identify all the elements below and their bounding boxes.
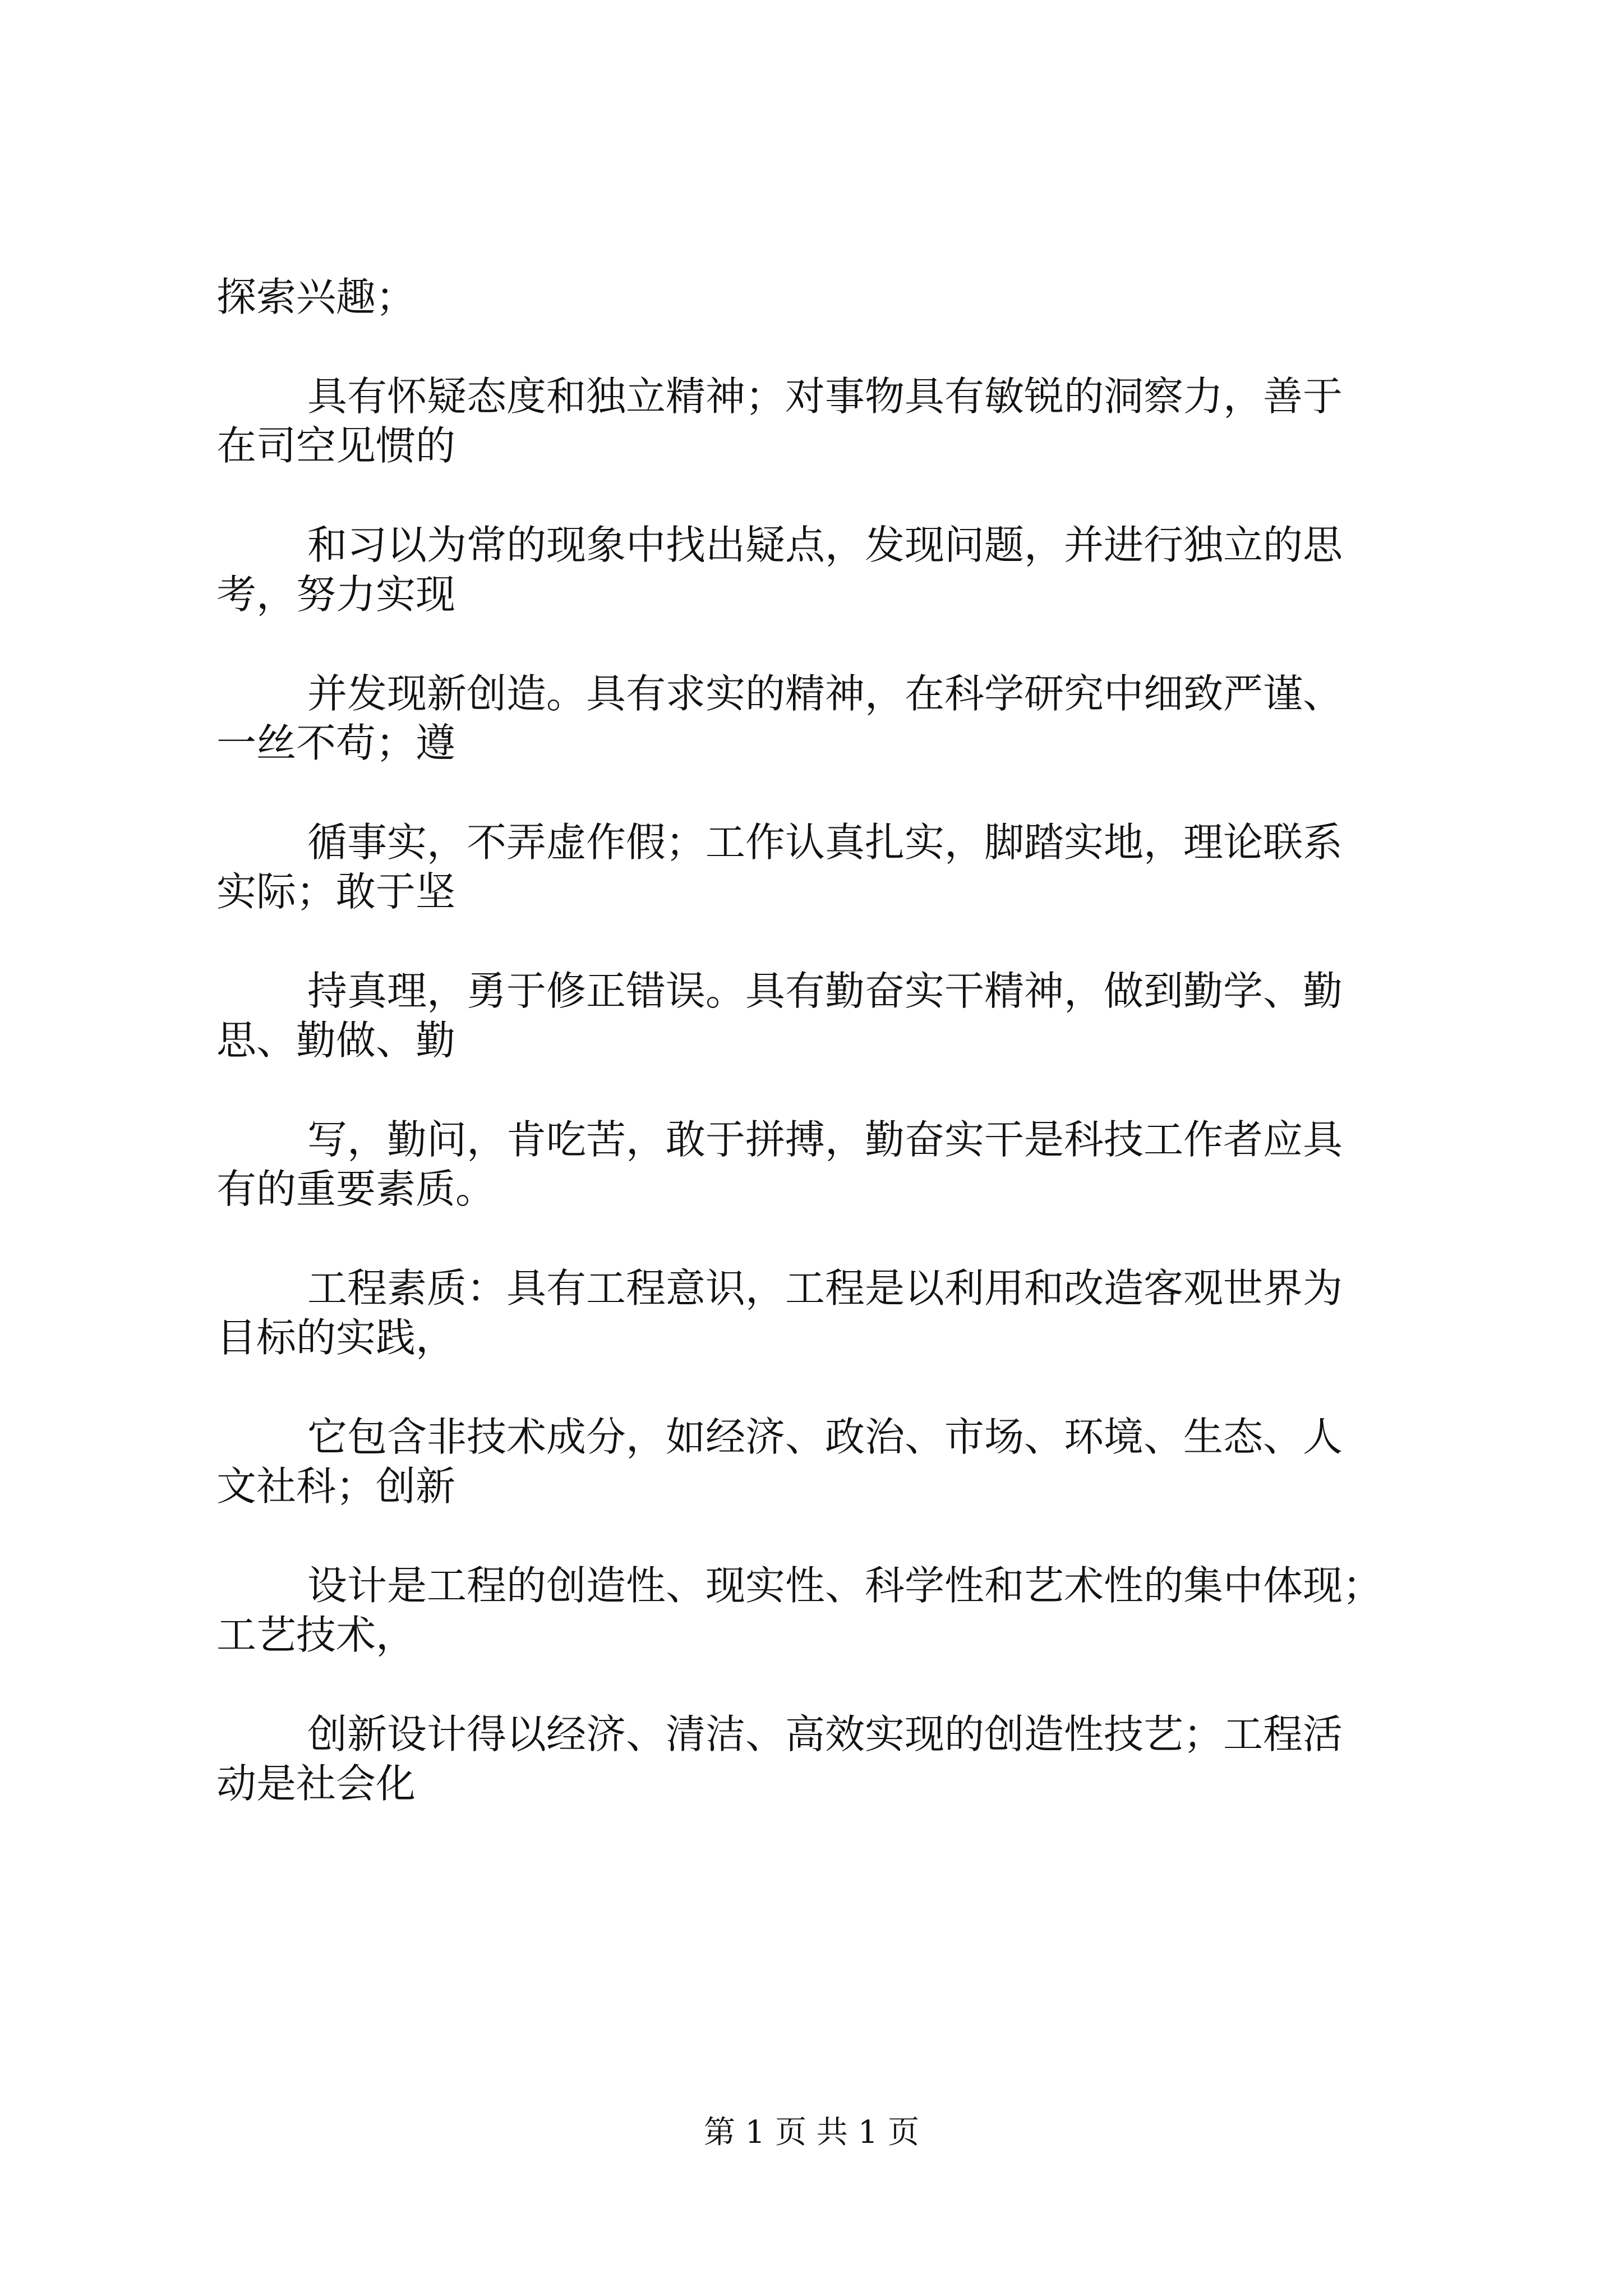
paragraph-line: 思、勤做、勤: [216, 1017, 456, 1064]
paragraph-line: 一丝不苟；遵: [216, 720, 456, 766]
paragraph-line: 考，努力实现: [216, 571, 456, 618]
paragraph-line: 探索兴趣；: [216, 274, 416, 320]
paragraph-line: 在司空见惯的: [216, 422, 456, 469]
paragraph-line: 创新设计得以经济、清洁、高效实现的创造性技艺；工程活: [307, 1711, 1343, 1757]
paragraph-line: 和习以为常的现象中找出疑点，发现问题，并进行独立的思: [307, 522, 1343, 568]
paragraph-line: 循事实，不弄虚作假；工作认真扎实，脚踏实地，理论联系: [307, 819, 1343, 866]
paragraph-line: 设计是工程的创造性、现实性、科学性和艺术性的集中体现；: [307, 1562, 1383, 1609]
paragraph-line: 目标的实践，: [216, 1314, 456, 1361]
paragraph-line: 并发现新创造。具有求实的精神，在科学研究中细致严谨、: [307, 670, 1343, 717]
page-number-footer: 第 1 页 共 1 页: [703, 2114, 920, 2151]
paragraph-line: 具有怀疑态度和独立精神；对事物具有敏锐的洞察力，善于: [307, 373, 1343, 420]
paragraph-line: 工艺技术，: [216, 1612, 416, 1658]
paragraph-line: 实际；敢于坚: [216, 868, 456, 915]
paragraph-line: 持真理，勇于修正错误。具有勤奋实干精神，做到勤学、勤: [307, 968, 1343, 1014]
paragraph-line: 写，勤问，肯吃苦，敢于拼搏，勤奋实干是科技工作者应具: [307, 1116, 1343, 1163]
paragraph-line: 文社科；创新: [216, 1463, 456, 1510]
paragraph-line: 工程素质：具有工程意识，工程是以利用和改造客观世界为: [307, 1265, 1343, 1312]
paragraph-line: 有的重要素质。: [216, 1166, 496, 1212]
paragraph-line: 它包含非技术成分，如经济、政治、市场、环境、生态、人: [307, 1414, 1343, 1460]
document-body: [216, 273, 1428, 1809]
paragraph-line: 动是社会化: [216, 1760, 416, 1807]
